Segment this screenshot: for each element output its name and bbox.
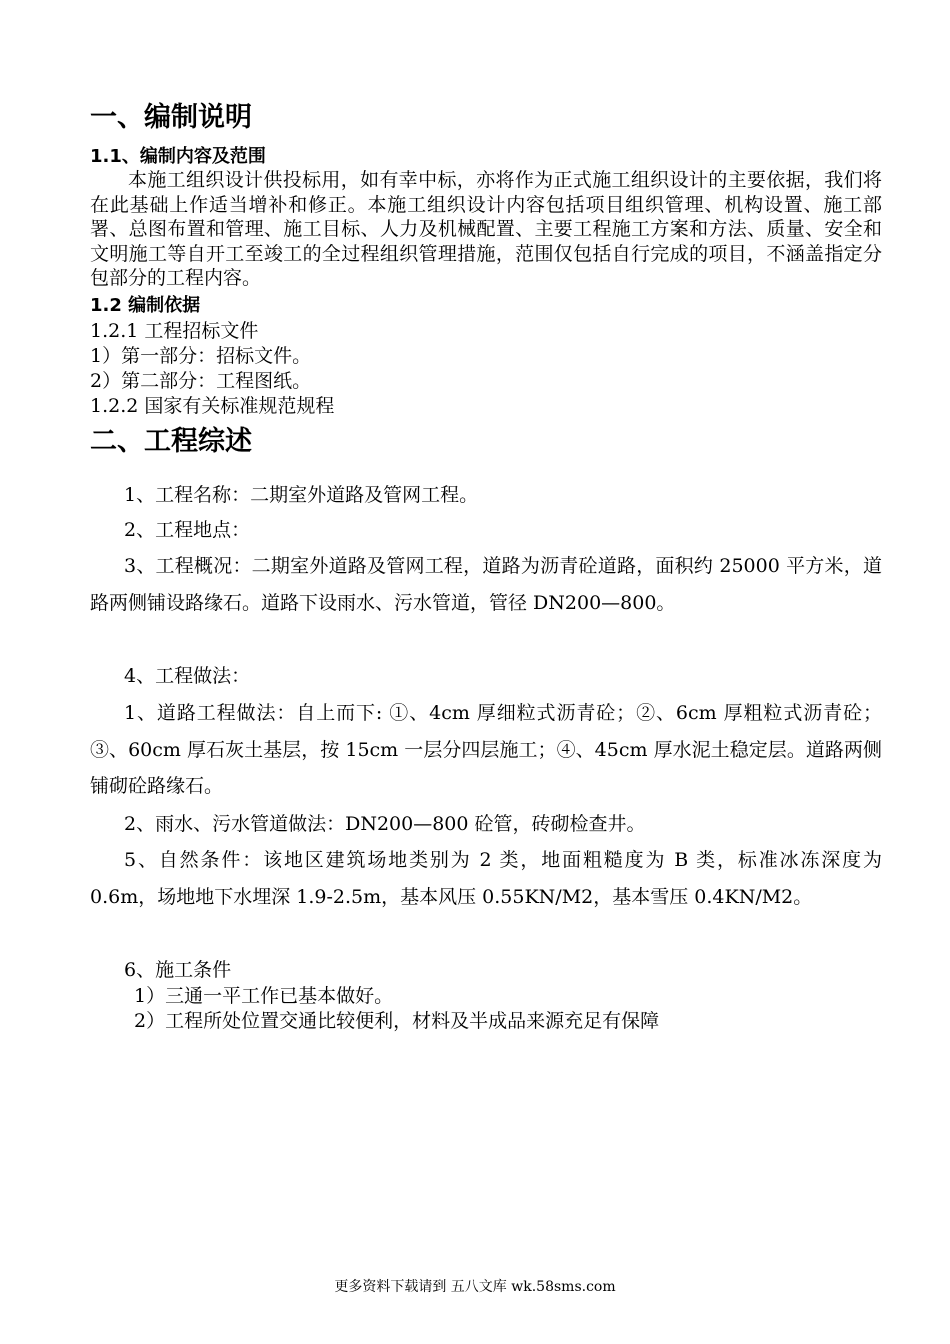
section-1-2-heading: 1.2 编制依据 — [90, 295, 201, 316]
section-1-2-1-item-1: 1）第一部分：招标文件。 — [90, 345, 312, 367]
overview-item-6-1: 1）三通一平工作已基本做好。 — [134, 985, 394, 1007]
section-1-2-1: 1.2.1 工程招标文件 — [90, 320, 259, 342]
overview-item-6: 6、施工条件 — [124, 959, 232, 981]
overview-item-4: 4、工程做法： — [124, 665, 251, 687]
overview-item-6-2: 2）工程所处位置交通比较便利，材料及半成品来源充足有保障 — [134, 1010, 660, 1032]
section-2-heading: 二、工程综述 — [90, 426, 252, 457]
overview-item-4-1: 1、道路工程做法：自上而下: ①、4cm 厚细粒式沥青砼；②、6cm 厚粗粒式沥青砼；③、60cm 厚石灰土基层，按 15cm 一层分四层施工；④、45cm 厚水泥土稳定层。道路两侧铺砌砼路缘石。 — [90, 702, 882, 797]
overview-item-3: 3、工程概况：二期室外道路及管网工程，道路为沥青砼道路，面积约 25000 平方米，道路两侧铺设路缘石。道路下设雨水、污水管道，管径 DN200—800。 — [90, 555, 882, 614]
section-1-heading: 一、编制说明 — [90, 102, 252, 133]
overview-item-1: 1、工程名称：二期室外道路及管网工程。 — [124, 484, 479, 506]
overview-item-4-2: 2、雨水、污水管道做法：DN200—800 砼管，砖砌检查井。 — [124, 813, 646, 835]
overview-item-2: 2、工程地点： — [124, 519, 251, 541]
section-1-2-2: 1.2.2 国家有关标准规范规程 — [90, 395, 335, 417]
footer-text: 更多资料下载请到 五八文库 wk.58sms.com — [334, 1279, 616, 1295]
section-1-1-heading: 1.1、编制内容及范围 — [90, 146, 266, 167]
section-1-1-paragraph: 本施工组织设计供投标用，如有幸中标，亦将作为正式施工组织设计的主要依据，我们将在此基础上作适当增补和修正。本施工组织设计内容包括项目组织管理、机构设置、施工部署、总图布置和管理、施工目标、人力及机械配置、主要工程施工方案和方法、质量、安全和文明施工等自开工至竣工的全过程组织管理措施，范围仅包括自行完成的项目，不涵盖指定分包部分的工程内容。 — [90, 169, 882, 289]
overview-item-5: 5、自然条件：该地区建筑场地类别为 2 类，地面粗糙度为 B 类，标准冰冻深度为 0.6m，场地地下水埋深 1.9-2.5m，基本风压 0.55KN/M2，基本雪压 0.4KN/M2。 — [90, 849, 882, 908]
section-1-2-1-item-2: 2）第二部分：工程图纸。 — [90, 370, 312, 392]
